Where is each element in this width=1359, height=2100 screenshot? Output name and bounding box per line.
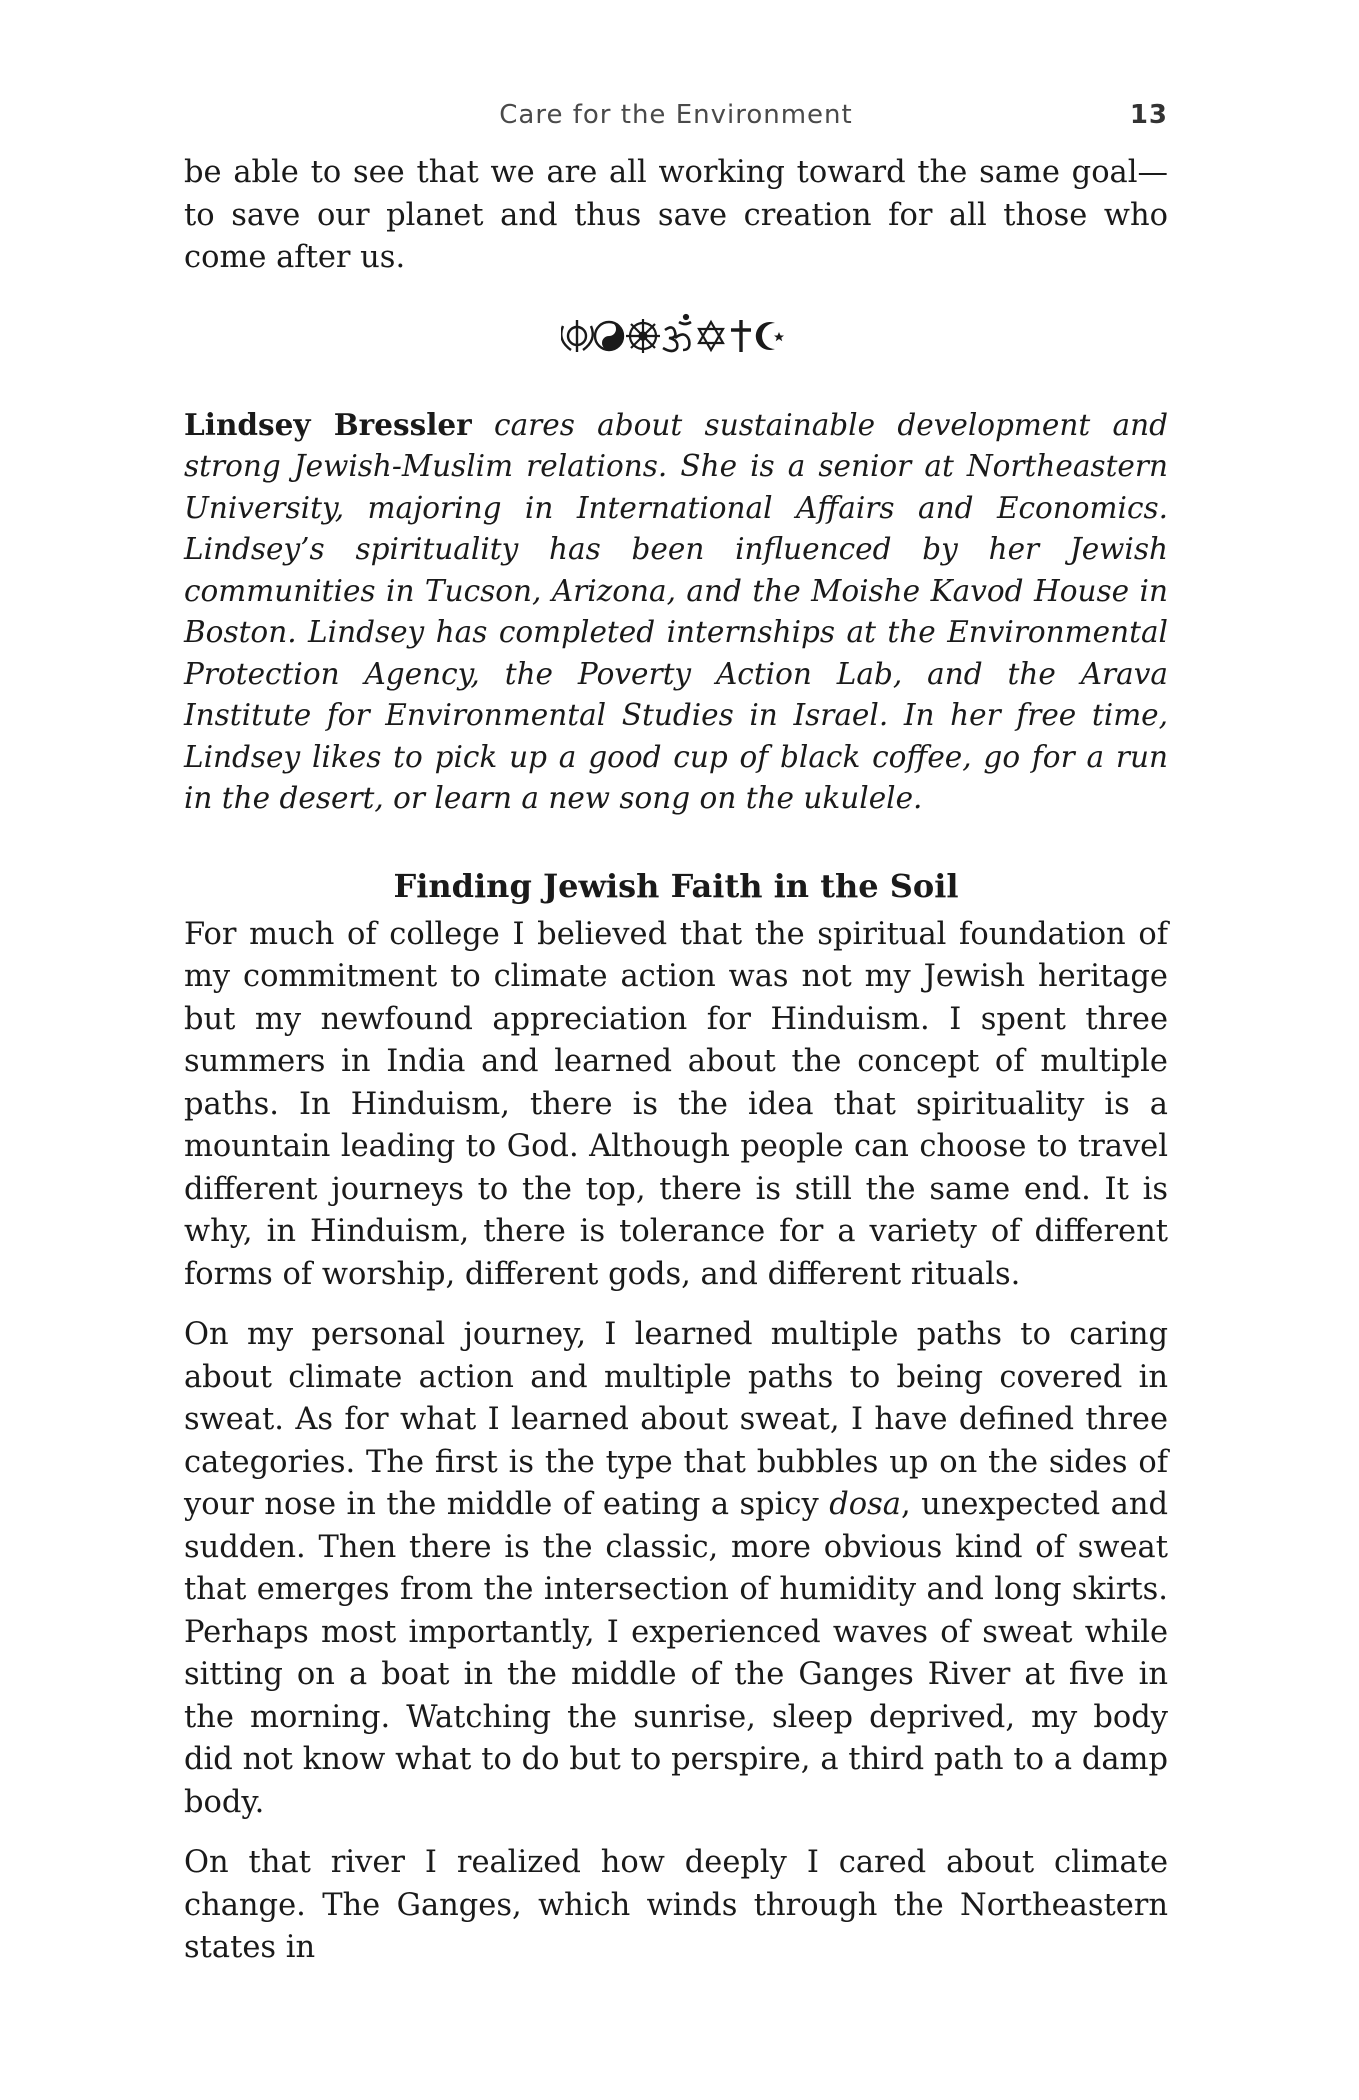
crescent-star-icon — [756, 322, 784, 350]
interfaith-symbols-ornament — [184, 312, 1168, 376]
khanda-icon — [561, 320, 593, 352]
continuation-paragraph: be able to see that we are all working toward the same goal—to save our planet and thus save creation for all those who come after us. — [184, 155, 1168, 275]
running-head-title: Care for the Environment — [499, 100, 853, 130]
author-name: Lindsey Bressler — [184, 406, 472, 442]
section-heading: Finding Jewish Faith in the Soil — [393, 866, 959, 905]
body-paragraph-2-part-2: , unexpected and sudden. Then there is the classic, more obvious kind of sweat that emerges from the intersection of humidity and long skirts. Perhaps most importantly, I experienced waves of sweat while sitting on a boat in the middle of the Ganges River at five in the morning. Watching the sunrise, sleep deprived, my body did not know what to do but to perspire, a third path to a damp body. — [184, 1487, 1168, 1820]
interfaith-symbols — [561, 312, 791, 360]
book-page — [184, 100, 1168, 1970]
dharma-wheel-icon — [626, 319, 660, 353]
author-bio — [184, 404, 1168, 820]
body-paragraph-1: For much of college I believed that the spiritual foundation of my commitment to climate action was not my Jewish heritage but my newfound appreciation for Hinduism. I spent three summers in India and learned about the concept of multiple paths. In Hinduism, there is the idea that spirituality is a mountain leading to God. Although people can choose to travel different journeys to the top, there is still the same end. It is why, in Hinduism, there is tolerance for a variety of different forms of worship, different gods, and different rituals. — [184, 916, 1168, 1292]
emphasized-word: dosa — [829, 1487, 901, 1522]
om-icon — [663, 315, 691, 351]
body-paragraph-2-part-1: On my personal journey, I learned multiple paths to caring about climate action and multiple paths to being covered in sweat. As for what I learned about sweat, I have defined three categories. The first is the type that bubbles up on the sides of your nose in the middle of eating a spicy — [184, 1317, 1168, 1522]
body-paragraph-2 — [184, 1314, 1168, 1824]
body-paragraph-3: On that river I realized how deeply I cared about climate change. The Ganges, which winds through the Northeastern states in — [184, 1845, 1168, 1965]
author-bio-text: cares about sustainable development and strong Jewish-Muslim relations. She is a senior at Northeastern University, majoring in International Affairs and Economics. Lindsey’s spirituality has been influenced by her Jewish communities in Tucson, Arizona, and the Moishe Kavod House in Boston. Lindsey has completed internships at the Environmental Protection Agency, the Poverty Action Lab, and the Arava Institute for Environmental Studies in Israel. In her free time, Lindsey likes to pick up a good cup of black coffee, go for a run in the desert, or learn a new song on the ukulele. — [184, 407, 1168, 815]
star-of-david-icon — [699, 322, 723, 350]
cross-icon — [731, 320, 751, 352]
page-number: 13 — [1129, 100, 1168, 130]
running-head — [184, 100, 1168, 144]
yin-yang-icon — [595, 322, 623, 350]
